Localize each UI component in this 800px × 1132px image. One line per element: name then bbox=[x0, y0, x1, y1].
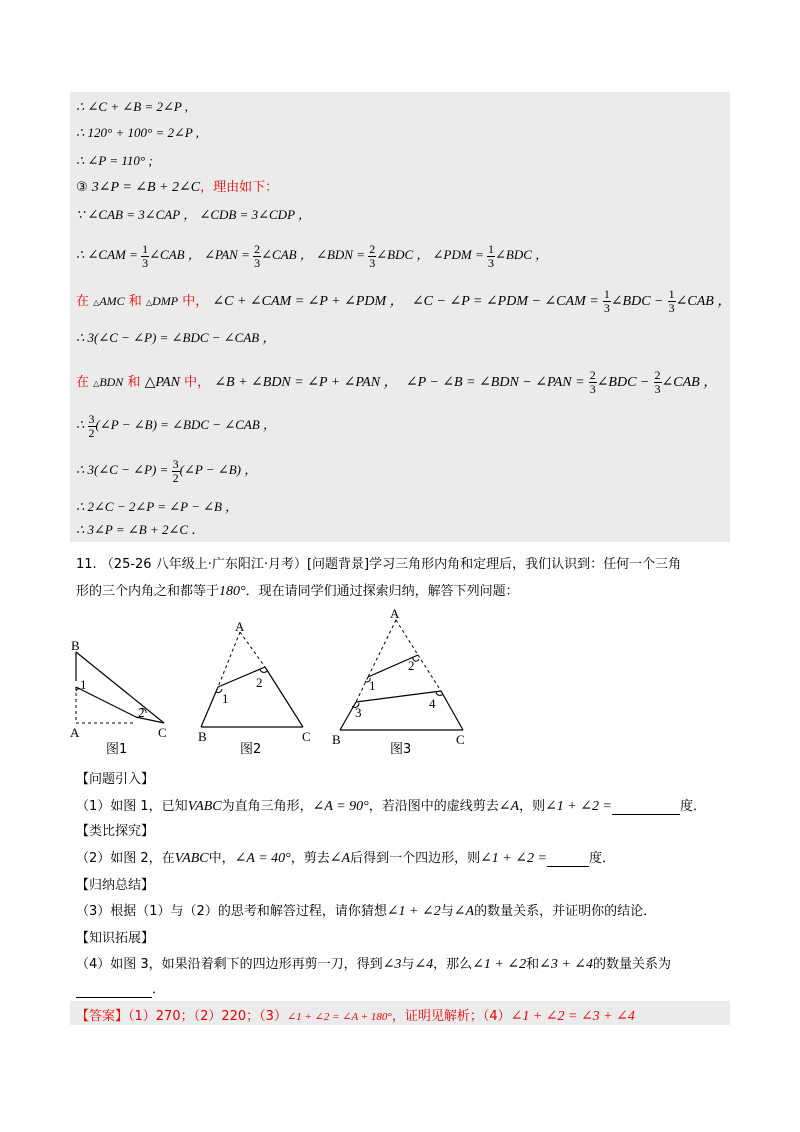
solution-line-12: ∴ 2∠C − 2∠P = ∠P − ∠B ， bbox=[76, 499, 239, 514]
solution-line-10: ∴ $\frac{3}{2}$ (∠P − ∠B) = ∠BDC − ∠CAB ， bbox=[76, 411, 277, 440]
fraction-three-halves: $\frac{3}{2}$ bbox=[88, 411, 95, 440]
equation-1: ∠C + ∠CAM = ∠P + ∠PDM ， bbox=[212, 294, 404, 309]
fraction-one-third: $\frac{1}{3}$ bbox=[603, 287, 610, 315]
expr-bdc: ∠BDC − bbox=[610, 294, 664, 309]
answer-label: 【答案】 bbox=[76, 1009, 129, 1024]
fraction-one-third: $\frac{1}{3}$ bbox=[487, 241, 494, 270]
fig1-label-A: A bbox=[70, 725, 80, 740]
fig3-label-A: A bbox=[390, 606, 400, 621]
solution-line-2: ∴ 120° + 100° = 2∠P , bbox=[76, 125, 200, 140]
triangle-dmp: △DMP bbox=[145, 294, 179, 308]
solution-line-4 bbox=[76, 178, 278, 198]
answer-line: 【答案】（1）270；（2）220；（3）∠1 + ∠2 = ∠A + 180°，证明见解析；（4）∠1 + ∠2 = ∠3 + ∠4 bbox=[76, 1009, 635, 1024]
figures bbox=[60, 605, 500, 755]
fig2-label-1: 1 bbox=[222, 691, 229, 706]
expr-bdn: ∠CAB ， ∠BDN = bbox=[261, 247, 366, 262]
he-text: 和 bbox=[128, 294, 142, 309]
expr-bdc: ∠BDC − bbox=[596, 375, 650, 390]
fraction-one-third: $\frac{1}{3}$ bbox=[668, 287, 675, 315]
figure-2 bbox=[198, 619, 311, 755]
fig3-label-4: 4 bbox=[429, 696, 436, 711]
he-text: 和 bbox=[127, 375, 141, 390]
answer-blank[interactable] bbox=[612, 799, 680, 815]
question-3: （3）根据（1）与（2）的思考和解答过程，请你猜想∠1 + ∠2与∠A的数量关系，并证明你的结论． bbox=[76, 904, 657, 919]
equation-2: ∠P − ∠B = ∠BDN − ∠PAN = bbox=[405, 375, 585, 390]
reason-text: ，理由如下： bbox=[200, 180, 279, 195]
triangle-bdn: △BDN bbox=[93, 375, 124, 389]
solution-line-5: ∵ ∠CAB = 3∠CAP ， ∠CDB = 3∠CDP ， bbox=[76, 207, 312, 222]
fig2-label-A: A bbox=[235, 619, 245, 634]
fraction-three-halves: $\frac{3}{2}$ bbox=[172, 456, 179, 485]
question-2: （2）如图 2，在VABC中，∠A = 40°，剪去∠A后得到一个四边形，则∠1 + ∠2 = 度． bbox=[76, 851, 615, 866]
question-1: （1）如图 1，已知VABC为直角三角形，∠A = 90°，若沿图中的虚线剪去∠A，则∠1 + ∠2 = 度． bbox=[76, 799, 706, 814]
solution-line-6 bbox=[76, 240, 548, 270]
figure-1 bbox=[70, 638, 167, 755]
problem-line-1: 11. （25-26 八年级上·广东阳江·月考）[问题背景]学习三角形内角和定理后，我们认识到：任何一个三角 bbox=[76, 557, 682, 572]
solution-line-13: ∴ 3∠P = ∠B + 2∠C ． bbox=[76, 522, 205, 537]
answer-blank[interactable] bbox=[547, 851, 589, 867]
question-4: （4）如图 3，如果沿着剩下的四边形再剪一刀，得到∠3与∠4，那么∠1 + ∠2和∠3 + ∠4的数量关系为 bbox=[76, 957, 672, 972]
solution-line-1: ∴ ∠C + ∠B = 2∠P , bbox=[76, 99, 189, 114]
fraction-two-thirds: $\frac{2}{3}$ bbox=[254, 241, 261, 270]
heading-problem-intro: 【问题引入】 bbox=[76, 772, 155, 787]
expr-bdc: ∠BDC ， bbox=[494, 247, 549, 262]
zai-text: 在 bbox=[76, 375, 90, 390]
fig1-label-C: C bbox=[158, 725, 167, 740]
zai-text: 在 bbox=[76, 294, 90, 309]
problem-line-2: 形的三个内角之和都等于180°．现在请同学们通过探索归纳，解答下列问题： bbox=[76, 584, 519, 599]
heading-summary: 【归纳总结】 bbox=[76, 878, 155, 893]
fig3-label-2: 2 bbox=[408, 658, 415, 673]
fig2-caption: 图2 bbox=[240, 742, 262, 755]
figure-3 bbox=[332, 606, 465, 755]
fig1-label-B: B bbox=[71, 638, 80, 653]
expr-cab: ∠CAB ， bbox=[675, 294, 732, 309]
question-4-blank: ． bbox=[76, 978, 165, 998]
equation-1: ∠B + ∠BDN = ∠P + ∠PAN ， bbox=[214, 375, 398, 390]
fig1-label-2: 2 bbox=[138, 705, 145, 720]
solution-line-7 bbox=[76, 286, 731, 318]
solution-line-9 bbox=[76, 367, 717, 399]
fig2-label-B: B bbox=[198, 729, 207, 744]
expr-pdm: ∠BDC ， ∠PDM = bbox=[376, 247, 484, 262]
circled-number: ③ bbox=[76, 180, 88, 195]
fig3-label-3: 3 bbox=[355, 705, 362, 720]
fig3-label-1: 1 bbox=[369, 678, 376, 693]
fraction-one-third: $\frac{1}{3}$ bbox=[142, 241, 149, 270]
solution-line-11: ∴ 3(∠C − ∠P) = $\frac{3}{2}$ (∠P − ∠B) ， bbox=[76, 456, 258, 485]
fig3-caption: 图3 bbox=[390, 742, 412, 755]
triangle-amc: △AMC bbox=[93, 294, 125, 308]
expr-pan: ∠CAB ， ∠PAN = bbox=[149, 247, 250, 262]
fig2-label-2: 2 bbox=[256, 675, 263, 690]
triangle-pan: △PAN bbox=[144, 375, 181, 390]
fraction-two-thirds: $\frac{2}{3}$ bbox=[589, 368, 596, 396]
equation-2: ∠C − ∠P = ∠PDM − ∠CAM = bbox=[411, 294, 599, 309]
fraction-two-thirds: $\frac{2}{3}$ bbox=[369, 241, 376, 270]
solution-line-3: ∴ ∠P = 110° ; bbox=[76, 153, 153, 168]
expr-cab: ∠CAB ， bbox=[661, 375, 718, 390]
heading-analogy: 【类比探究】 bbox=[76, 824, 155, 839]
fig3-label-B: B bbox=[332, 732, 341, 747]
fig1-label-1: 1 bbox=[80, 677, 87, 692]
fig2-label-C: C bbox=[302, 729, 311, 744]
expr-cam: ∴ ∠CAM = bbox=[76, 247, 138, 262]
zhong-text: 中， bbox=[182, 294, 209, 309]
heading-extension: 【知识拓展】 bbox=[76, 931, 155, 946]
fraction-two-thirds: $\frac{2}{3}$ bbox=[654, 368, 661, 396]
fig1-caption: 图1 bbox=[106, 742, 128, 755]
answer-blank[interactable] bbox=[76, 982, 152, 998]
solution-line-8: ∴ 3(∠C − ∠P) = ∠BDC − ∠CAB ， bbox=[76, 330, 276, 345]
zhong-text: 中， bbox=[184, 375, 211, 390]
solution-expr: 3∠P = ∠B + 2∠C bbox=[91, 180, 201, 195]
fig3-label-C: C bbox=[456, 732, 465, 747]
